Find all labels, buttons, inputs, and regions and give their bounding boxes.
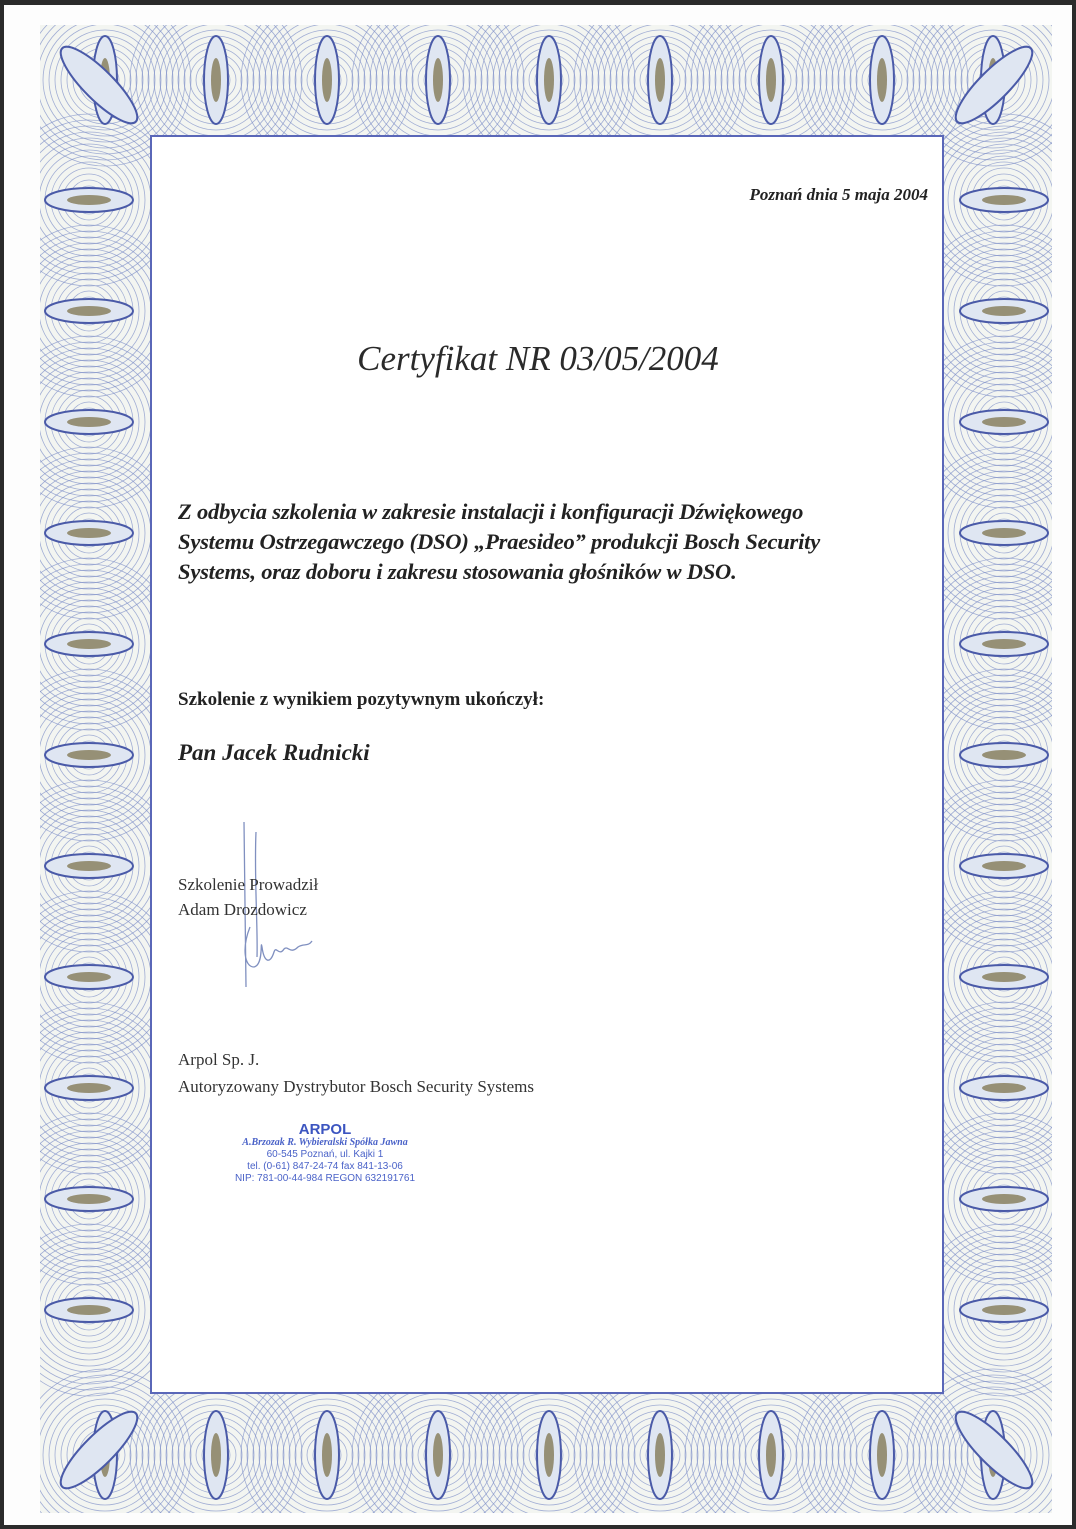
certificate-title: Certyfikat NR 03/05/2004 bbox=[357, 339, 719, 378]
description-line: Systemu Ostrzegawczego (DSO) „Praesideo” produkcji Bosch Security bbox=[178, 529, 820, 554]
stamp-title: ARPOL bbox=[298, 1121, 352, 1138]
result-label: Szkolenie z wynikiem pozytywnym ukończył: bbox=[178, 689, 545, 710]
instructor-name: Adam Drozdowicz bbox=[178, 900, 307, 919]
stamp-ids: NIP: 781-00-44-984 REGON 632191761 bbox=[234, 1173, 416, 1184]
stamp-address: 60-545 Poznań, ul. Kajki 1 bbox=[266, 1149, 384, 1160]
issue-date: Poznań dnia 5 maja 2004 bbox=[749, 185, 928, 204]
instructor-role: Szkolenie Prowadził bbox=[178, 875, 319, 894]
stamp-subtitle: A.Brzozak R. Wybieralski Spółka Jawna bbox=[242, 1137, 408, 1148]
certificate-page bbox=[4, 5, 1072, 1525]
stamp-phone: tel. (0-61) 847-24-74 fax 841-13-06 bbox=[247, 1161, 403, 1172]
description-line: Z odbycia szkolenia w zakresie instalacji i konfiguracji Dźwiękowego bbox=[178, 499, 804, 524]
description-line: Systems, oraz doboru i zakresu stosowania głośników w DSO. bbox=[178, 559, 737, 584]
company-name: Arpol Sp. J. bbox=[178, 1050, 260, 1069]
company-description: Autoryzowany Dystrybutor Bosch Security Systems bbox=[178, 1077, 535, 1096]
recipient-name: Pan Jacek Rudnicki bbox=[178, 740, 370, 765]
company-stamp bbox=[190, 1123, 460, 1185]
